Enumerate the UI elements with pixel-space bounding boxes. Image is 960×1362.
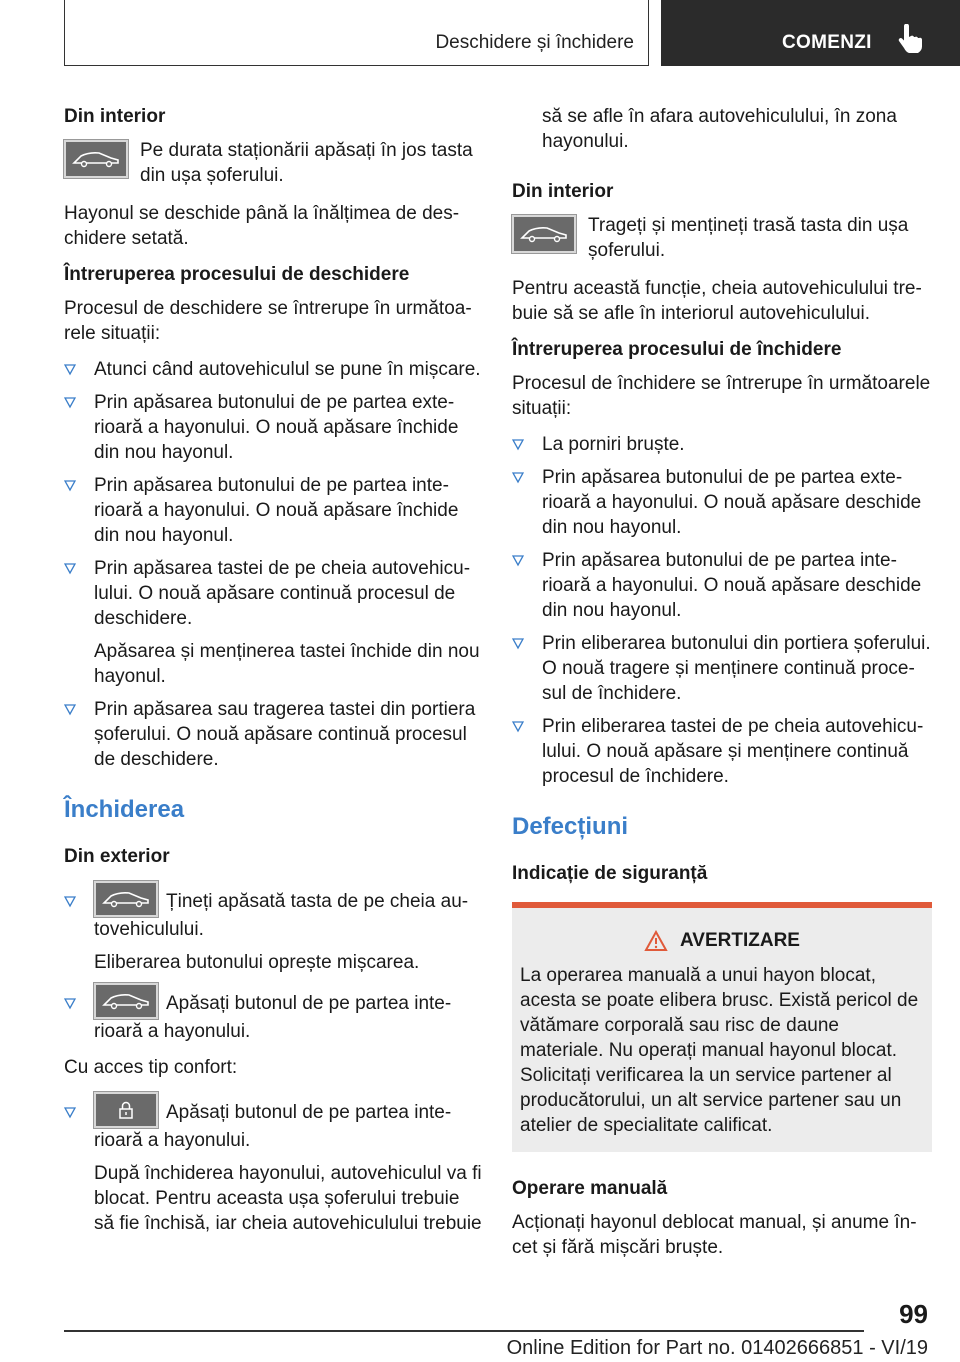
paragraph-operare: Acționați hayonul deblocat manual, și anume încet și fără mișcări bruște. bbox=[512, 1212, 917, 1258]
list-item: Prin apăsarea butonului de pe partea interioară a hayonului. O nouă apăsare deschide din nou hayonul. bbox=[512, 548, 932, 623]
heading-defectiuni: Defecțiuni bbox=[512, 813, 629, 840]
triangle-bullet-icon bbox=[64, 998, 76, 1010]
paragraph-intrerupere: Procesul de deschidere se întrerupe în următoarele situații: bbox=[64, 298, 472, 344]
warning-triangle-icon bbox=[644, 930, 668, 952]
comfort-list bbox=[64, 1100, 482, 1236]
heading-intrerupere-inchidere: Întreruperea procesului de închidere bbox=[512, 339, 842, 360]
heading-indicatie: Indicație de siguranță bbox=[512, 863, 708, 884]
warning-box bbox=[512, 902, 932, 1152]
warning-title: AVERTIZARE bbox=[680, 930, 800, 951]
heading-din-exterior: Din exterior bbox=[64, 846, 170, 867]
list-item: Țineți apăsată tasta de pe cheia autovehiculului. Eliberarea butonului oprește mișcarea. bbox=[64, 889, 482, 975]
heading-din-interior: Din interior bbox=[64, 106, 166, 127]
list-item: Prin eliberarea butonului din portiera șoferului. O nouă tragere și menținere continuă procesul de închidere. bbox=[512, 631, 932, 706]
heading-inchiderea: Închiderea bbox=[64, 796, 185, 823]
triangle-bullet-icon bbox=[512, 472, 524, 484]
triangle-bullet-icon bbox=[512, 555, 524, 567]
list-item: Apăsați butonul de pe partea interioară a hayonului. După închiderea hayonului, autovehiculul va fi blocat. Pentru aceasta ușa șoferului trebuie să fie închisă, iar cheia autovehiculului trebuie bbox=[64, 1100, 482, 1236]
paragraph-hayon: Hayonul se deschide până la înălțimea de deschidere setată. bbox=[64, 203, 460, 249]
closing-interruption-list bbox=[512, 432, 932, 789]
list-item: Atunci când autovehiculul se pune în mișcare. bbox=[64, 357, 482, 382]
list-item-note: După închiderea hayonului, autovehiculul va fi blocat. Pentru aceasta ușa șoferului trebuie să fie închisă, iar cheia autovehiculului trebuie bbox=[94, 1163, 482, 1234]
list-item: Prin apăsarea butonului de pe partea exterioară a hayonului. O nouă apăsare deschide din nou hayonul. bbox=[512, 465, 932, 540]
section-title: Deschidere și închidere bbox=[435, 32, 634, 53]
paragraph-functie: Pentru această funcție, cheia autovehiculului trebuie să se afle în interiorul autovehiculului. bbox=[512, 278, 922, 324]
chapter-tab-label: COMENZI bbox=[782, 32, 872, 53]
triangle-bullet-icon bbox=[64, 364, 76, 376]
heading-operare: Operare manuală bbox=[512, 1178, 668, 1199]
continued-text: să se afle în afara autovehiculului, în zona hayonului. bbox=[542, 106, 897, 152]
button-instruction bbox=[512, 213, 932, 263]
chapter-tab bbox=[661, 0, 960, 66]
list-item: Prin apăsarea sau tragerea tastei din portiera șoferului. O nouă apăsare continuă procesul de deschidere. bbox=[64, 697, 482, 772]
list-item: Prin apăsarea butonului de pe partea exterioară a hayonului. O nouă apăsare închide din nou hayonul. bbox=[64, 390, 482, 465]
warning-header bbox=[520, 928, 924, 953]
warning-text: La operarea manuală a unui hayon blocat, acesta se poate elibera brusc. Există pericol de vătămare corporală sau risc de daune materiale. Nu operați manual hayonul blocat. Solicitați verificarea la un service partener al producătorului, un alt service partener sau un atelier de specialitate calificat. bbox=[520, 965, 919, 1136]
triangle-bullet-icon bbox=[512, 721, 524, 733]
list-item: Prin apăsarea butonului de pe partea interioară a hayonului. O nouă apăsare închide din nou hayonul. bbox=[64, 473, 482, 548]
paragraph-confort: Cu acces tip confort: bbox=[64, 1057, 238, 1078]
list-item-note: Apăsarea și menținerea tastei închide din nou hayonul. bbox=[94, 641, 480, 687]
button-instruction-text: Trageți și mențineți trasă tasta din ușa șoferului. bbox=[588, 215, 909, 261]
page-number: 99 bbox=[899, 1299, 928, 1329]
triangle-bullet-icon bbox=[512, 638, 524, 650]
heading-intrerupere: Întreruperea procesului de deschidere bbox=[64, 264, 410, 285]
list-item: Prin eliberarea tastei de pe cheia autovehiculului. O nouă apăsare și menținere continuă procesul de închidere. bbox=[512, 714, 932, 789]
triangle-bullet-icon bbox=[512, 439, 524, 451]
tailgate-button-icon bbox=[64, 140, 128, 178]
triangle-bullet-icon bbox=[64, 397, 76, 409]
header-box bbox=[64, 0, 649, 66]
exterior-list bbox=[64, 889, 482, 1044]
right-column bbox=[512, 104, 932, 1271]
triangle-bullet-icon bbox=[64, 563, 76, 575]
list-item: Prin apăsarea tastei de pe cheia autovehiculului. O nouă apăsare continuă procesul de deschidere. Apăsarea și menținerea tastei închide din nou hayonul. bbox=[64, 556, 482, 689]
tailgate-button-icon bbox=[512, 215, 576, 253]
heading-din-interior-right: Din interior bbox=[512, 181, 614, 202]
interruption-list bbox=[64, 357, 482, 772]
list-item: Apăsați butonul de pe partea interioară a hayonului. bbox=[64, 991, 482, 1044]
triangle-bullet-icon bbox=[64, 480, 76, 492]
hand-pointer-icon bbox=[895, 24, 923, 54]
button-instruction bbox=[64, 138, 482, 188]
triangle-bullet-icon bbox=[64, 896, 76, 908]
button-instruction-text: Pe durata staționării apăsați în jos tasta din ușa șoferului. bbox=[140, 140, 473, 186]
edition-text: Online Edition for Part no. 01402666851 - VI/19 bbox=[506, 1337, 928, 1359]
list-item-note: Eliberarea butonului oprește mișcarea. bbox=[94, 952, 420, 973]
interior-tailgate-button-icon bbox=[94, 983, 158, 1019]
paragraph-intrerupere-inchidere: Procesul de închidere se întrerupe în următoarele situații: bbox=[512, 373, 931, 419]
triangle-bullet-icon bbox=[64, 1107, 76, 1119]
footer-divider bbox=[64, 1330, 864, 1332]
left-column bbox=[64, 104, 482, 1247]
key-tailgate-button-icon bbox=[94, 881, 158, 917]
lock-button-icon bbox=[94, 1092, 158, 1128]
triangle-bullet-icon bbox=[64, 704, 76, 716]
list-item: La porniri bruște. bbox=[512, 432, 932, 457]
